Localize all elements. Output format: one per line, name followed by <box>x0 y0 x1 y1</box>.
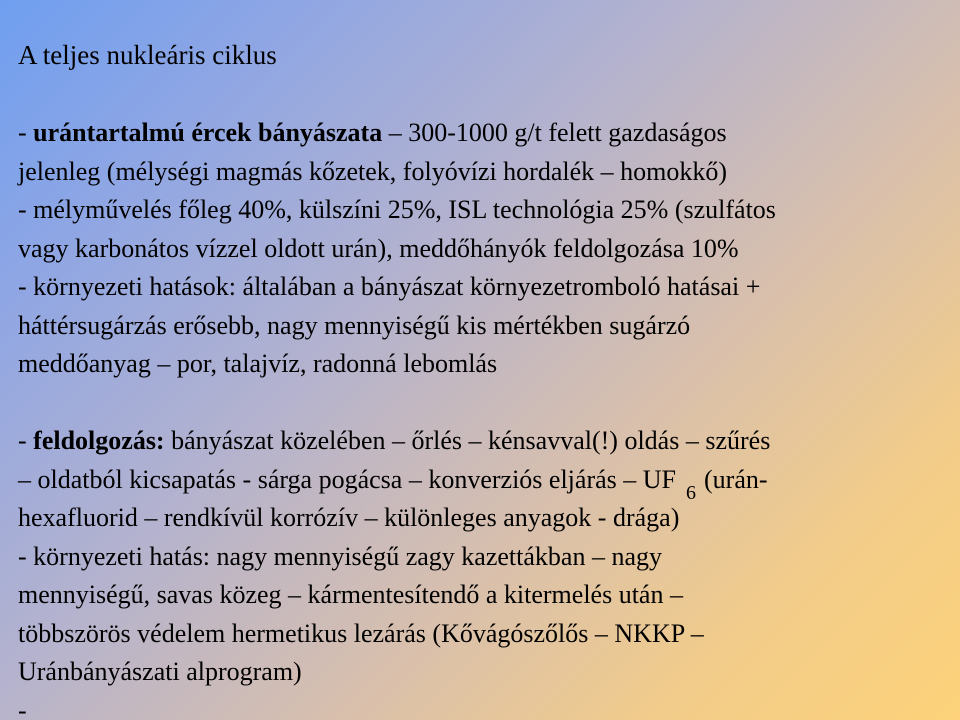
text-line: többszörös védelem hermetikus lezárás (Kővágószőlős – NKKP – <box>18 618 704 648</box>
text-line: meddőanyag – por, talajvíz, radonná lebomlás <box>18 349 498 378</box>
text-line: Uránbányászati alprogram) <box>18 657 302 686</box>
bullet: - <box>18 426 34 455</box>
text-line: mennyiségű, savas közeg – kármentesítendő a kitermelés után – <box>18 580 683 609</box>
text-span: (urán- <box>704 464 768 494</box>
slide-title: A teljes nukleáris ciklus <box>18 40 277 70</box>
text-line: - <box>18 695 27 720</box>
text-line: vagy karbonátos vízzel oldott urán), meddőhányók feldolgozása 10% <box>18 233 739 263</box>
text-line: hexafluorid – rendkívül korrózív – különleges anyagok - drága) <box>18 503 680 532</box>
text-line: - környezeti hatások: általában a bányászat környezetromboló hatásai + <box>18 272 761 301</box>
paragraph-gap <box>18 384 948 423</box>
slide-body <box>18 114 948 720</box>
bullet: - <box>18 118 34 147</box>
text-line <box>18 461 948 504</box>
text-line <box>18 114 948 153</box>
text-line: háttérsugárzás erősebb, nagy mennyiségű kis mértékben sugárzó <box>18 310 691 340</box>
text-line: jelenleg (mélységi magmás kőzetek, folyóvízi hordalék – homokkő) <box>18 156 728 186</box>
text-span: – 300-1000 g/t felett gazdaságos <box>382 118 727 147</box>
text-span: bányászat közelében – őrlés – kénsavval(!) oldás – szűrés <box>164 426 771 455</box>
bold-heading-mining: urántartalmú ércek bányászata <box>33 118 383 147</box>
text-span: – oldatból kicsapatás - sárga pogácsa – konverziós eljárás – UF <box>18 464 676 494</box>
text-line: - környezeti hatás: nagy mennyiségű zagy kazettákban – nagy <box>18 541 662 571</box>
text-line <box>18 422 948 461</box>
subscript-six: 6 <box>686 481 696 504</box>
text-line: - mélyművelés főleg 40%, külszíni 25%, ISL technológia 25% (szulfátos <box>18 195 776 224</box>
bold-heading-processing: feldolgozás: <box>33 426 165 455</box>
